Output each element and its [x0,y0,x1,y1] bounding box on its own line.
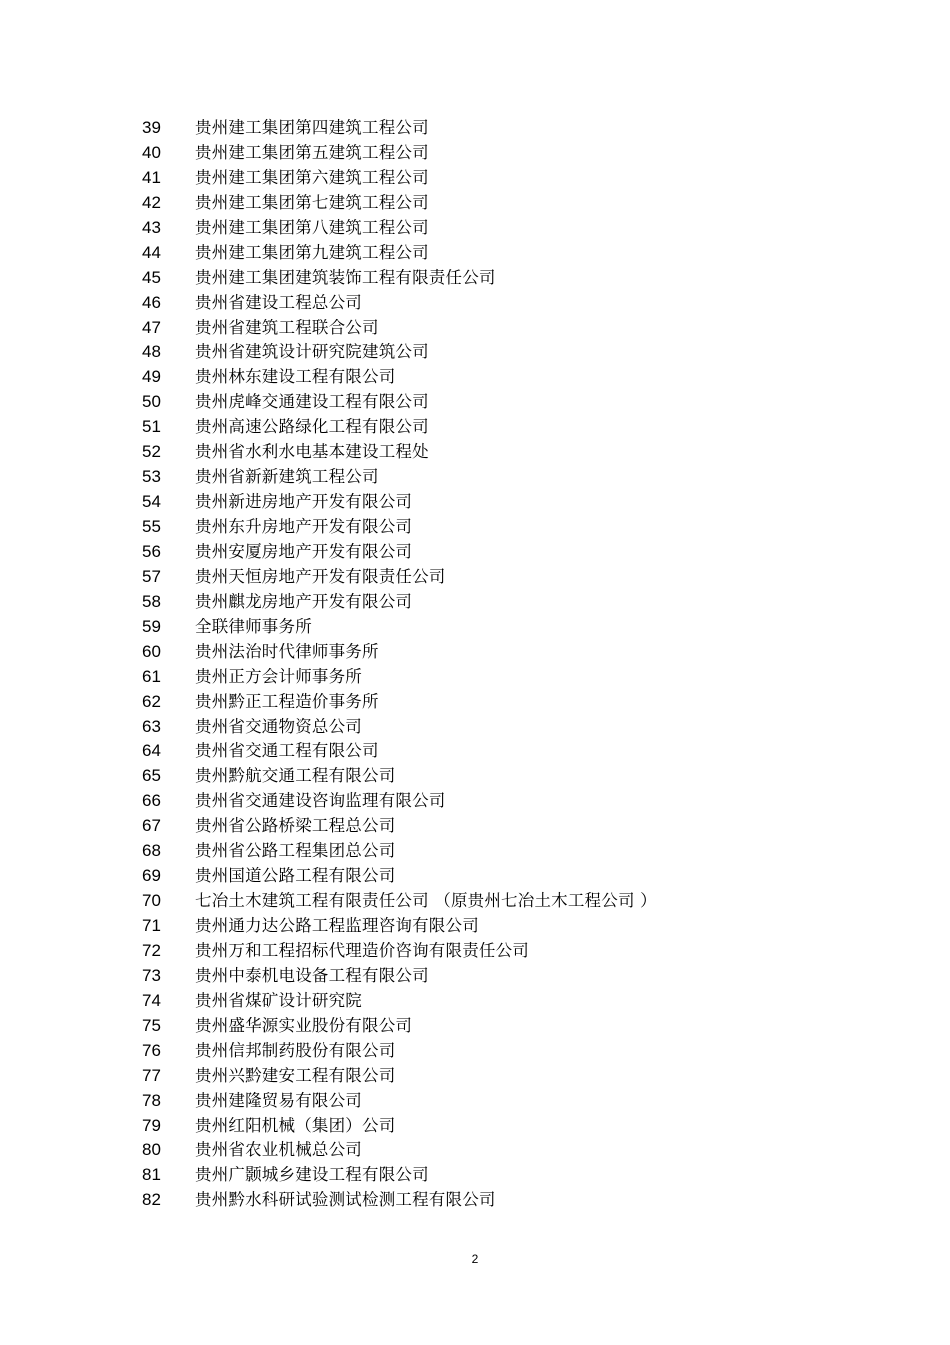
list-item [0,615,950,640]
item-number: 54 [142,492,161,512]
list-item [0,1064,950,1089]
list-item [0,715,950,740]
item-number: 41 [142,167,161,187]
item-number: 66 [142,791,161,811]
item-number: 56 [142,541,161,561]
company-name: 贵州黔航交通工程有限公司 [195,766,396,786]
list-item [0,191,950,216]
company-name: 贵州省新新建筑工程公司 [195,467,379,487]
list-item [0,1188,950,1213]
company-name: 贵州中泰机电设备工程有限公司 [195,965,429,985]
company-name: 贵州黔水科研试验测试检测工程有限公司 [195,1190,496,1210]
item-number: 80 [142,1140,161,1160]
item-number: 78 [142,1090,161,1110]
list-item [0,340,950,365]
list-item [0,1114,950,1139]
company-name: 贵州建工集团第八建筑工程公司 [195,217,429,237]
company-name: 贵州兴黔建安工程有限公司 [195,1065,396,1085]
company-name: 贵州省交通物资总公司 [195,716,362,736]
item-number: 48 [142,342,161,362]
company-name: 贵州通力达公路工程监理咨询有限公司 [195,916,479,935]
company-name: 贵州省水利水电基本建设工程处 [195,442,429,462]
item-number: 79 [142,1115,161,1135]
item-number: 40 [142,142,161,162]
list-item [0,1039,950,1064]
list-item [0,1163,950,1188]
company-name: 贵州麒龙房地产开发有限公司 [195,591,413,611]
item-number: 39 [142,118,161,137]
company-name: 贵州正方会计师事务所 [195,666,362,686]
item-number: 50 [142,392,161,412]
list-item [0,914,950,939]
company-name: 贵州红阳机械（集团）公司 [195,1115,396,1135]
list-item [0,789,950,814]
company-name: 贵州国道公路工程有限公司 [195,866,396,886]
company-name: 贵州天恒房地产开发有限责任公司 [195,566,446,586]
list-item [0,241,950,266]
company-name: 贵州建工集团建筑装饰工程有限责任公司 [195,267,496,287]
item-number: 44 [142,242,161,262]
list-item [0,291,950,316]
company-name: 贵州广颢城乡建设工程有限公司 [195,1165,429,1185]
item-number: 42 [142,192,161,212]
list-item [0,889,950,914]
item-number: 61 [142,666,161,686]
item-number: 65 [142,766,161,786]
item-number: 49 [142,367,161,387]
company-name: 贵州万和工程招标代理造价咨询有限责任公司 [195,940,529,960]
list-item [0,665,950,690]
item-number: 51 [142,417,161,437]
company-name: 贵州建隆贸易有限公司 [195,1090,362,1110]
company-name: 贵州省公路桥梁工程总公司 [195,816,396,836]
list-item [0,690,950,715]
item-number: 58 [142,591,161,611]
company-name: 贵州省交通工程有限公司 [195,741,379,761]
list-item [0,565,950,590]
company-name: 贵州盛华源实业股份有限公司 [195,1015,413,1035]
item-number: 81 [142,1165,161,1185]
list-item [0,1014,950,1039]
list-item [0,266,950,291]
item-number: 55 [142,517,161,536]
item-number: 74 [142,990,161,1010]
company-name: 全联律师事务所 [195,616,312,636]
company-name: 贵州建工集团第七建筑工程公司 [195,192,429,212]
company-name: 贵州建工集团第六建筑工程公司 [195,167,429,187]
list-item [0,440,950,465]
list-item [0,590,950,615]
item-number: 60 [142,641,161,661]
list-item [0,141,950,166]
list-item [0,1138,950,1163]
list-item [0,989,950,1014]
item-number: 43 [142,217,161,237]
item-number: 70 [142,891,161,911]
company-name: 贵州新进房地产开发有限公司 [195,492,413,512]
list-item [0,116,950,141]
company-name: 贵州省公路工程集团总公司 [195,841,396,861]
company-name: 贵州高速公路绿化工程有限公司 [195,417,429,437]
company-name: 贵州建工集团第四建筑工程公司 [195,118,429,137]
item-number: 75 [142,1015,161,1035]
item-number: 73 [142,965,161,985]
company-name: 贵州林东建设工程有限公司 [195,367,396,387]
list-item [0,415,950,440]
company-name: 贵州省农业机械总公司 [195,1140,362,1160]
item-number: 68 [142,841,161,861]
list-item [0,540,950,565]
item-number: 67 [142,816,161,836]
item-number: 52 [142,442,161,462]
item-number: 82 [142,1190,161,1210]
list-item [0,964,950,989]
list-item [0,316,950,341]
list-item [0,365,950,390]
company-name: 贵州黔正工程造价事务所 [195,691,379,711]
list-item [0,515,950,540]
list-item [0,216,950,241]
list-item [0,839,950,864]
item-number: 53 [142,467,161,487]
list-item [0,739,950,764]
list-item [0,640,950,665]
list-item [0,166,950,191]
item-number: 76 [142,1040,161,1060]
list-item [0,764,950,789]
item-number: 46 [142,292,161,312]
item-number: 62 [142,691,161,711]
item-number: 71 [142,916,161,935]
item-number: 69 [142,866,161,886]
company-name: 贵州省建筑设计研究院建筑公司 [195,342,429,362]
list-item [0,490,950,515]
page-number: 2 [471,1252,479,1266]
item-number: 47 [142,317,161,337]
company-name: 贵州省建设工程总公司 [195,292,362,312]
company-name: 贵州省建筑工程联合公司 [195,317,379,337]
company-list [0,116,950,1213]
company-name: 贵州建工集团第九建筑工程公司 [195,242,429,262]
company-name: 七冶土木建筑工程有限责任公司 （原贵州七冶土木工程公司 ） [195,891,657,911]
item-number: 64 [142,741,161,761]
list-item [0,864,950,889]
company-name: 贵州省煤矿设计研究院 [195,990,362,1010]
item-number: 59 [142,616,161,636]
item-number: 72 [142,940,161,960]
item-number: 45 [142,267,161,287]
item-number: 63 [142,716,161,736]
company-name: 贵州法治时代律师事务所 [195,641,379,661]
list-item [0,465,950,490]
company-name: 贵州建工集团第五建筑工程公司 [195,142,429,162]
company-name: 贵州省交通建设咨询监理有限公司 [195,791,446,811]
list-item [0,390,950,415]
list-item [0,939,950,964]
company-name: 贵州虎峰交通建设工程有限公司 [195,392,429,412]
list-item [0,1089,950,1114]
company-name: 贵州安厦房地产开发有限公司 [195,541,413,561]
item-number: 77 [142,1065,161,1085]
company-name: 贵州信邦制药股份有限公司 [195,1040,396,1060]
item-number: 57 [142,566,161,586]
company-name: 贵州东升房地产开发有限公司 [195,517,413,536]
list-item [0,814,950,839]
